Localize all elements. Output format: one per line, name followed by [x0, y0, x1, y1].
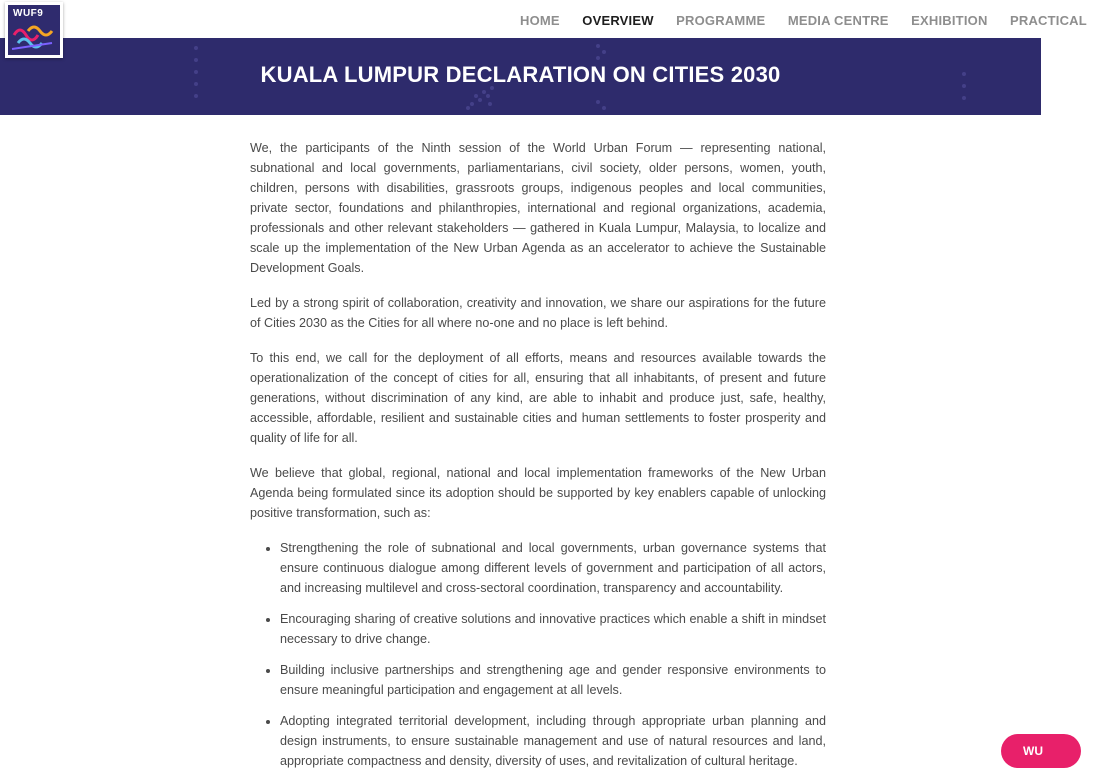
- enablers-list: [250, 538, 826, 771]
- list-item: • Adopting integrated territorial development, including through appropriate urban planning and design instruments, to ensure sustainable management and use of natural resources and land, appropriate compactness and density, diversity of uses, and revitalization of cultural heritage.: [280, 711, 826, 771]
- page-title: KUALA LUMPUR DECLARATION ON CITIES 2030: [260, 62, 781, 87]
- paragraph-1: We, the participants of the Ninth session of the World Urban Forum — representing national, subnational and local governments, parliamentarians, civil society, older persons, women, youth, children, persons with disabilities, grassroots groups, indigenous peoples and local communities, private sector, foundations and philanthropies, international and regional organizations, academia, professionals and other relevant stakeholders — gathered in Kuala Lumpur, Malaysia, to localize and scale up the implementation of the New Urban Agenda as an accelerator to achieve the Sustainable Development Goals.: [250, 141, 826, 275]
- paragraph-3: To this end, we call for the deployment of all efforts, means and resources available towards the operationalization of the concept of cities for all, ensuring that all inhabitants, of present and future generations, without discrimination of any kind, are able to inhabit and produce just, safe, healthy, accessible, affordable, resilient and sustainable cities and human settlements to foster prosperity and quality of life for all.: [250, 351, 826, 445]
- main-nav: [520, 12, 1105, 30]
- paragraph-2: Led by a strong spirit of collaboration, creativity and innovation, we share our aspirations for the future of Cities 2030 as the Cities for all where no-one and no place is left behind.: [250, 296, 826, 330]
- nav-home[interactable]: HOME: [520, 13, 560, 28]
- nav-overview[interactable]: OVERVIEW: [582, 13, 654, 28]
- nav-practical[interactable]: PRACTICAL: [1010, 13, 1087, 28]
- list-item: • Strengthening the role of subnational and local governments, urban governance systems that ensure continuous dialogue among different levels of government and participation of all actors, and increasing multilevel and cross-sectoral coordination, transparency and accountability.: [280, 538, 826, 598]
- wuf9-logo[interactable]: [5, 2, 63, 58]
- page-banner: [0, 38, 1041, 115]
- nav-exhibition[interactable]: EXHIBITION: [911, 13, 988, 28]
- paragraph-4: We believe that global, regional, national and local implementation frameworks of the New Urban Agenda being formulated since its adoption should be supported by key enablers capable of unlocking positive transformation, such as:: [250, 466, 826, 520]
- nav-programme[interactable]: PROGRAMME: [676, 13, 766, 28]
- declaration-content: [250, 138, 826, 782]
- list-item: • Encouraging sharing of creative solutions and innovative practices which enable a shift in mindset necessary to drive change.: [280, 609, 826, 649]
- logo-graphic: [8, 5, 60, 55]
- top-navigation-bar: [0, 0, 1087, 38]
- list-item: • Building inclusive partnerships and strengthening age and gender responsive environments to ensure meaningful participation and engagement at all levels.: [280, 660, 826, 700]
- nav-media-centre[interactable]: MEDIA CENTRE: [787, 13, 889, 28]
- floating-action-button[interactable]: WU: [1001, 734, 1081, 768]
- logo-text: WUF9: [13, 8, 44, 19]
